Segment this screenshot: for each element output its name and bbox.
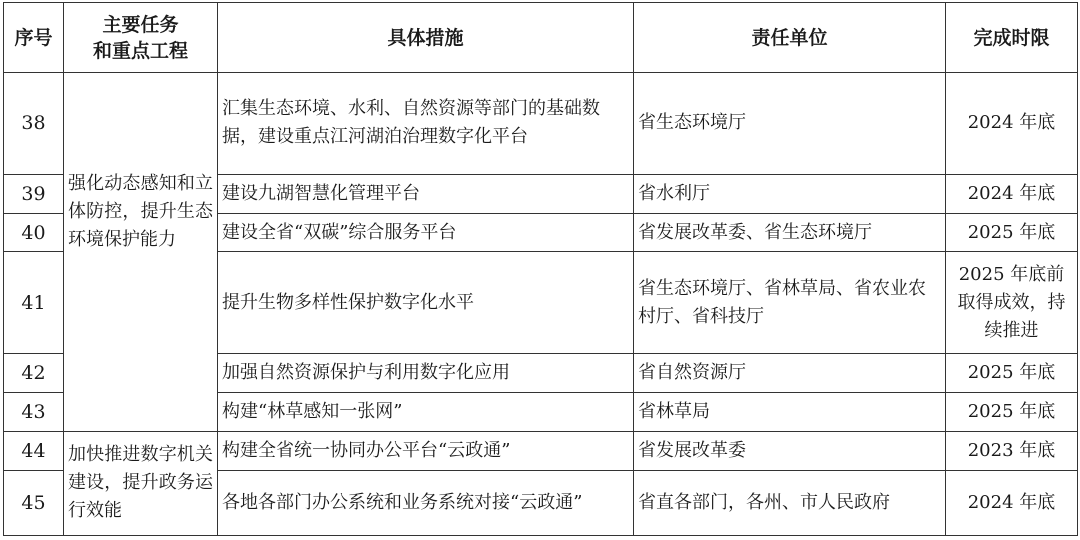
row-unit: 省生态环境厅 xyxy=(634,73,946,175)
table-row xyxy=(4,431,1078,470)
row-measure: 构建“林草感知一张网” xyxy=(218,393,634,432)
tasks-table xyxy=(3,2,1078,536)
row-unit: 省发展改革委、省生态环境厅 xyxy=(634,213,946,252)
row-unit: 省林草局 xyxy=(634,393,946,432)
row-deadline: 2025 年底 xyxy=(946,354,1078,393)
row-deadline: 2024 年底 xyxy=(946,73,1078,175)
row-unit: 省自然资源厅 xyxy=(634,354,946,393)
header-measure: 具体措施 xyxy=(218,3,634,73)
table-row xyxy=(4,73,1078,175)
row-measure: 加强自然资源保护与利用数字化应用 xyxy=(218,354,634,393)
row-unit: 省生态环境厅、省林草局、省农业农村厅、省科技厅 xyxy=(634,252,946,354)
row-unit: 省直各部门，各州、市人民政府 xyxy=(634,470,946,535)
row-deadline: 2025 年底前取得成效，持续推进 xyxy=(946,252,1078,354)
row-deadline: 2025 年底 xyxy=(946,393,1078,432)
row-deadline: 2025 年底 xyxy=(946,213,1078,252)
header-task-line1: 主要任务 xyxy=(102,13,179,36)
row-deadline: 2023 年底 xyxy=(946,431,1078,470)
header-task xyxy=(64,3,218,73)
row-seq: 42 xyxy=(4,354,64,393)
header-task-line2: 和重点工程 xyxy=(92,39,188,62)
row-measure: 建设全省“双碳”综合服务平台 xyxy=(218,213,634,252)
row-unit: 省水利厅 xyxy=(634,174,946,213)
row-measure: 建设九湖智慧化管理平台 xyxy=(218,174,634,213)
header-seq: 序号 xyxy=(4,3,64,73)
row-measure: 构建全省统一协同办公平台“云政通” xyxy=(218,431,634,470)
row-unit: 省发展改革委 xyxy=(634,431,946,470)
group-task-2: 加快推进数字机关建设，提升政务运行效能 xyxy=(64,431,218,535)
row-measure: 汇集生态环境、水利、自然资源等部门的基础数据，建设重点江河湖泊治理数字化平台 xyxy=(218,73,634,175)
row-deadline: 2024 年底 xyxy=(946,174,1078,213)
row-measure: 提升生物多样性保护数字化水平 xyxy=(218,252,634,354)
row-deadline: 2024 年底 xyxy=(946,470,1078,535)
row-seq: 43 xyxy=(4,393,64,432)
row-seq: 45 xyxy=(4,470,64,535)
row-measure: 各地各部门办公系统和业务系统对接“云政通” xyxy=(218,470,634,535)
row-seq: 40 xyxy=(4,213,64,252)
header-unit: 责任单位 xyxy=(634,3,946,73)
group-task-1: 强化动态感知和立体防控，提升生态环境保护能力 xyxy=(64,73,218,432)
row-seq: 44 xyxy=(4,431,64,470)
header-row xyxy=(4,3,1078,73)
row-seq: 38 xyxy=(4,73,64,175)
header-deadline: 完成时限 xyxy=(946,3,1078,73)
row-seq: 41 xyxy=(4,252,64,354)
row-seq: 39 xyxy=(4,174,64,213)
